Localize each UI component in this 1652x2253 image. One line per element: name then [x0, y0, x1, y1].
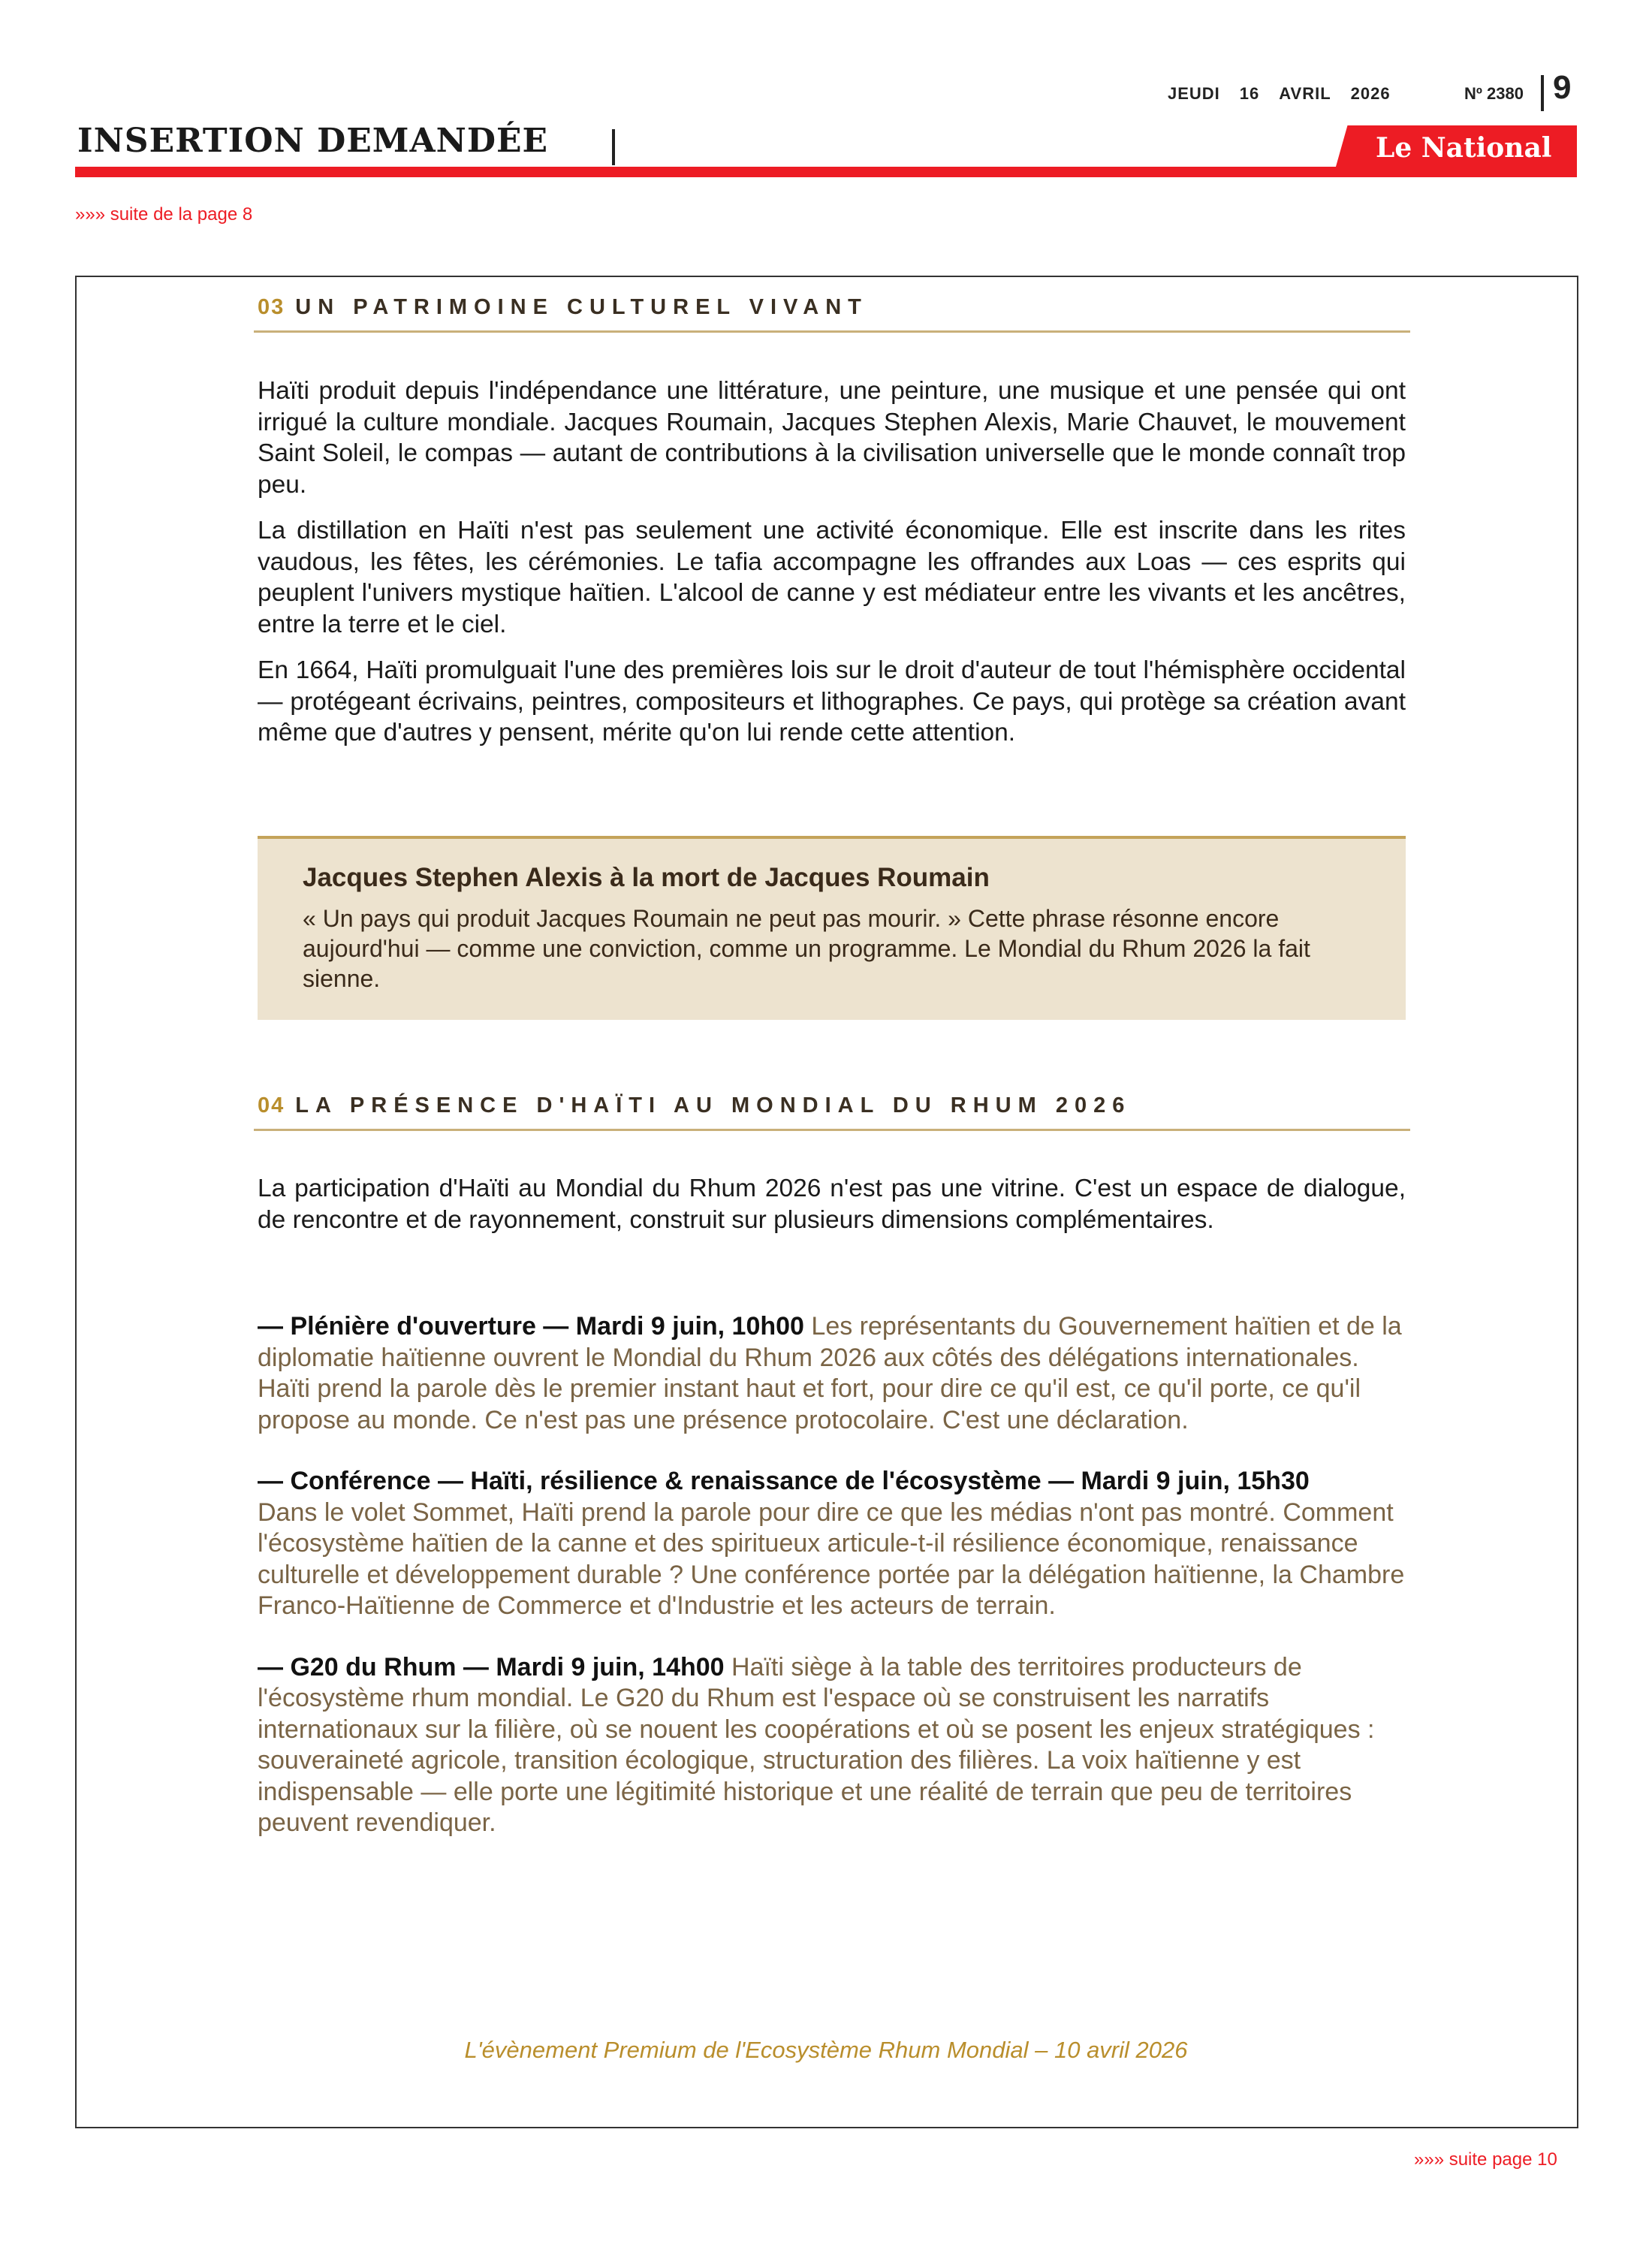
day: 16: [1239, 84, 1260, 103]
section-number: 04: [258, 1093, 285, 1117]
section-heading-04: [254, 1093, 1410, 1131]
quote-title: Jacques Stephen Alexis à la mort de Jacques Roumain: [303, 863, 990, 892]
event-text: Les représentants du Gouvernement haïtien et de la diplomatie haïtienne ouvrent le Mondial du Rhum 2026 aux côtés des délégations internationales. Haïti prend la parole dès le premier instant haut et fort, pour dire ce qu'il est, ce qu'il porte, ce qu'il propose au monde. Ce n'est pas une présence protocolaire. C'est une déclaration.: [258, 1312, 1402, 1434]
event-text: Haïti siège à la table des territoires producteurs de l'écosystème rhum mondial. Le G20 du Rhum est l'espace où se construisent les narratifs internationaux sur la filière, où se nouent les coopérations et où se posent les enjeux stratégiques : souveraineté agricole, transition écologique, structuration des filières. La voix haïtienne y est indispensable — elle porte une légitimité historique et une réalité de terrain que peu de territoires peuvent revendiquer.: [258, 1652, 1375, 1837]
event-list: [258, 1311, 1406, 1869]
event-heading: — G20 du Rhum — Mardi 9 juin, 14h00: [258, 1652, 725, 1681]
issue-date: [1168, 84, 1410, 104]
brand-logo: Le National: [1376, 132, 1552, 164]
footer-tagline: L'évènement Premium de l'Ecosystème Rhum Mondial – 10 avril 2026: [464, 2037, 1188, 2063]
event-text: Dans le volet Sommet, Haïti prend la parole pour dire ce que les médias n'ont pas montré. Comment l'écosystème haïtien de la canne et des spiritueux articule-t-il résilience économique, renaissance culturelle et développement durable ? Une conférence portée par la délégation haïtienne, la Chambre Franco-Haïtienne de Commerce et d'Industrie et les acteurs de terrain.: [258, 1497, 1405, 1620]
event-item: [258, 1652, 1406, 1839]
issue-number: Nº 2380: [1464, 84, 1524, 103]
event-item: [258, 1311, 1406, 1436]
weekday: JEUDI: [1168, 84, 1220, 103]
paragraph: Haïti produit depuis l'indépendance une littérature, une peinture, une musique et une pensée qui ont irrigué la culture mondiale. Jacques Roumain, Jacques Stephen Alexis, Marie Chauvet, le mouvement Saint Soleil, le compas — autant de contributions à la civilisation universelle que le monde connaît trop peu.: [258, 377, 1406, 499]
paragraph: La distillation en Haïti n'est pas seulement une activité économique. Elle est inscrite dans les rites vaudous, les fêtes, les cérémonies. Le tafia accompagne les offrandes aux Loas — ces esprits qui peuplent l'univers mystique haïtien. L'alcool de canne y est médiateur entre les vivants et les ancêtres, entre la terre et le ciel.: [258, 517, 1406, 638]
section-heading-03: [254, 295, 1410, 333]
event-item: [258, 1466, 1406, 1622]
year: 2026: [1350, 84, 1391, 103]
section-number: 03: [258, 295, 285, 319]
quote-text: « Un pays qui produit Jacques Roumain ne peut pas mourir. » Cette phrase résonne encore aujourd'hui — comme une conviction, comme un programme. Le Mondial du Rhum 2026 la fait sienne.: [303, 905, 1310, 992]
divider: [612, 129, 615, 165]
continued-to: »»» suite page 10: [1414, 2149, 1557, 2170]
section-title: INSERTION DEMANDÉE: [77, 122, 549, 160]
quote-box: [258, 836, 1406, 1020]
section-04-intro: [258, 1173, 1406, 1250]
continued-from: »»» suite de la page 8: [75, 204, 253, 225]
paragraph: En 1664, Haïti promulguait l'une des premières lois sur le droit d'auteur de tout l'hémisphère occidental — protégeant écrivains, peintres, compositeurs et lithographes. Ce pays, qui protège sa création avant même que d'autres y pensent, mérite qu'on lui rende cette attention.: [258, 656, 1406, 746]
paragraph: La participation d'Haïti au Mondial du Rhum 2026 n'est pas une vitrine. C'est un espace de dialogue, de rencontre et de rayonnement, construit sur plusieurs dimensions complémentaires.: [258, 1175, 1406, 1234]
section-heading-text: UN PATRIMOINE CULTUREL VIVANT: [295, 295, 868, 319]
event-heading: — Plénière d'ouverture — Mardi 9 juin, 10h00: [258, 1312, 804, 1341]
section-heading-text: LA PRÉSENCE D'HAÏTI AU MONDIAL DU RHUM 2026: [295, 1093, 1132, 1117]
section-03-body: [258, 376, 1406, 764]
month: AVRIL: [1279, 84, 1331, 103]
divider: [1541, 75, 1544, 111]
page-number: 9: [1553, 69, 1572, 106]
event-heading: — Conférence — Haïti, résilience & renaissance de l'écosystème — Mardi 9 juin, 15h30: [258, 1467, 1310, 1495]
